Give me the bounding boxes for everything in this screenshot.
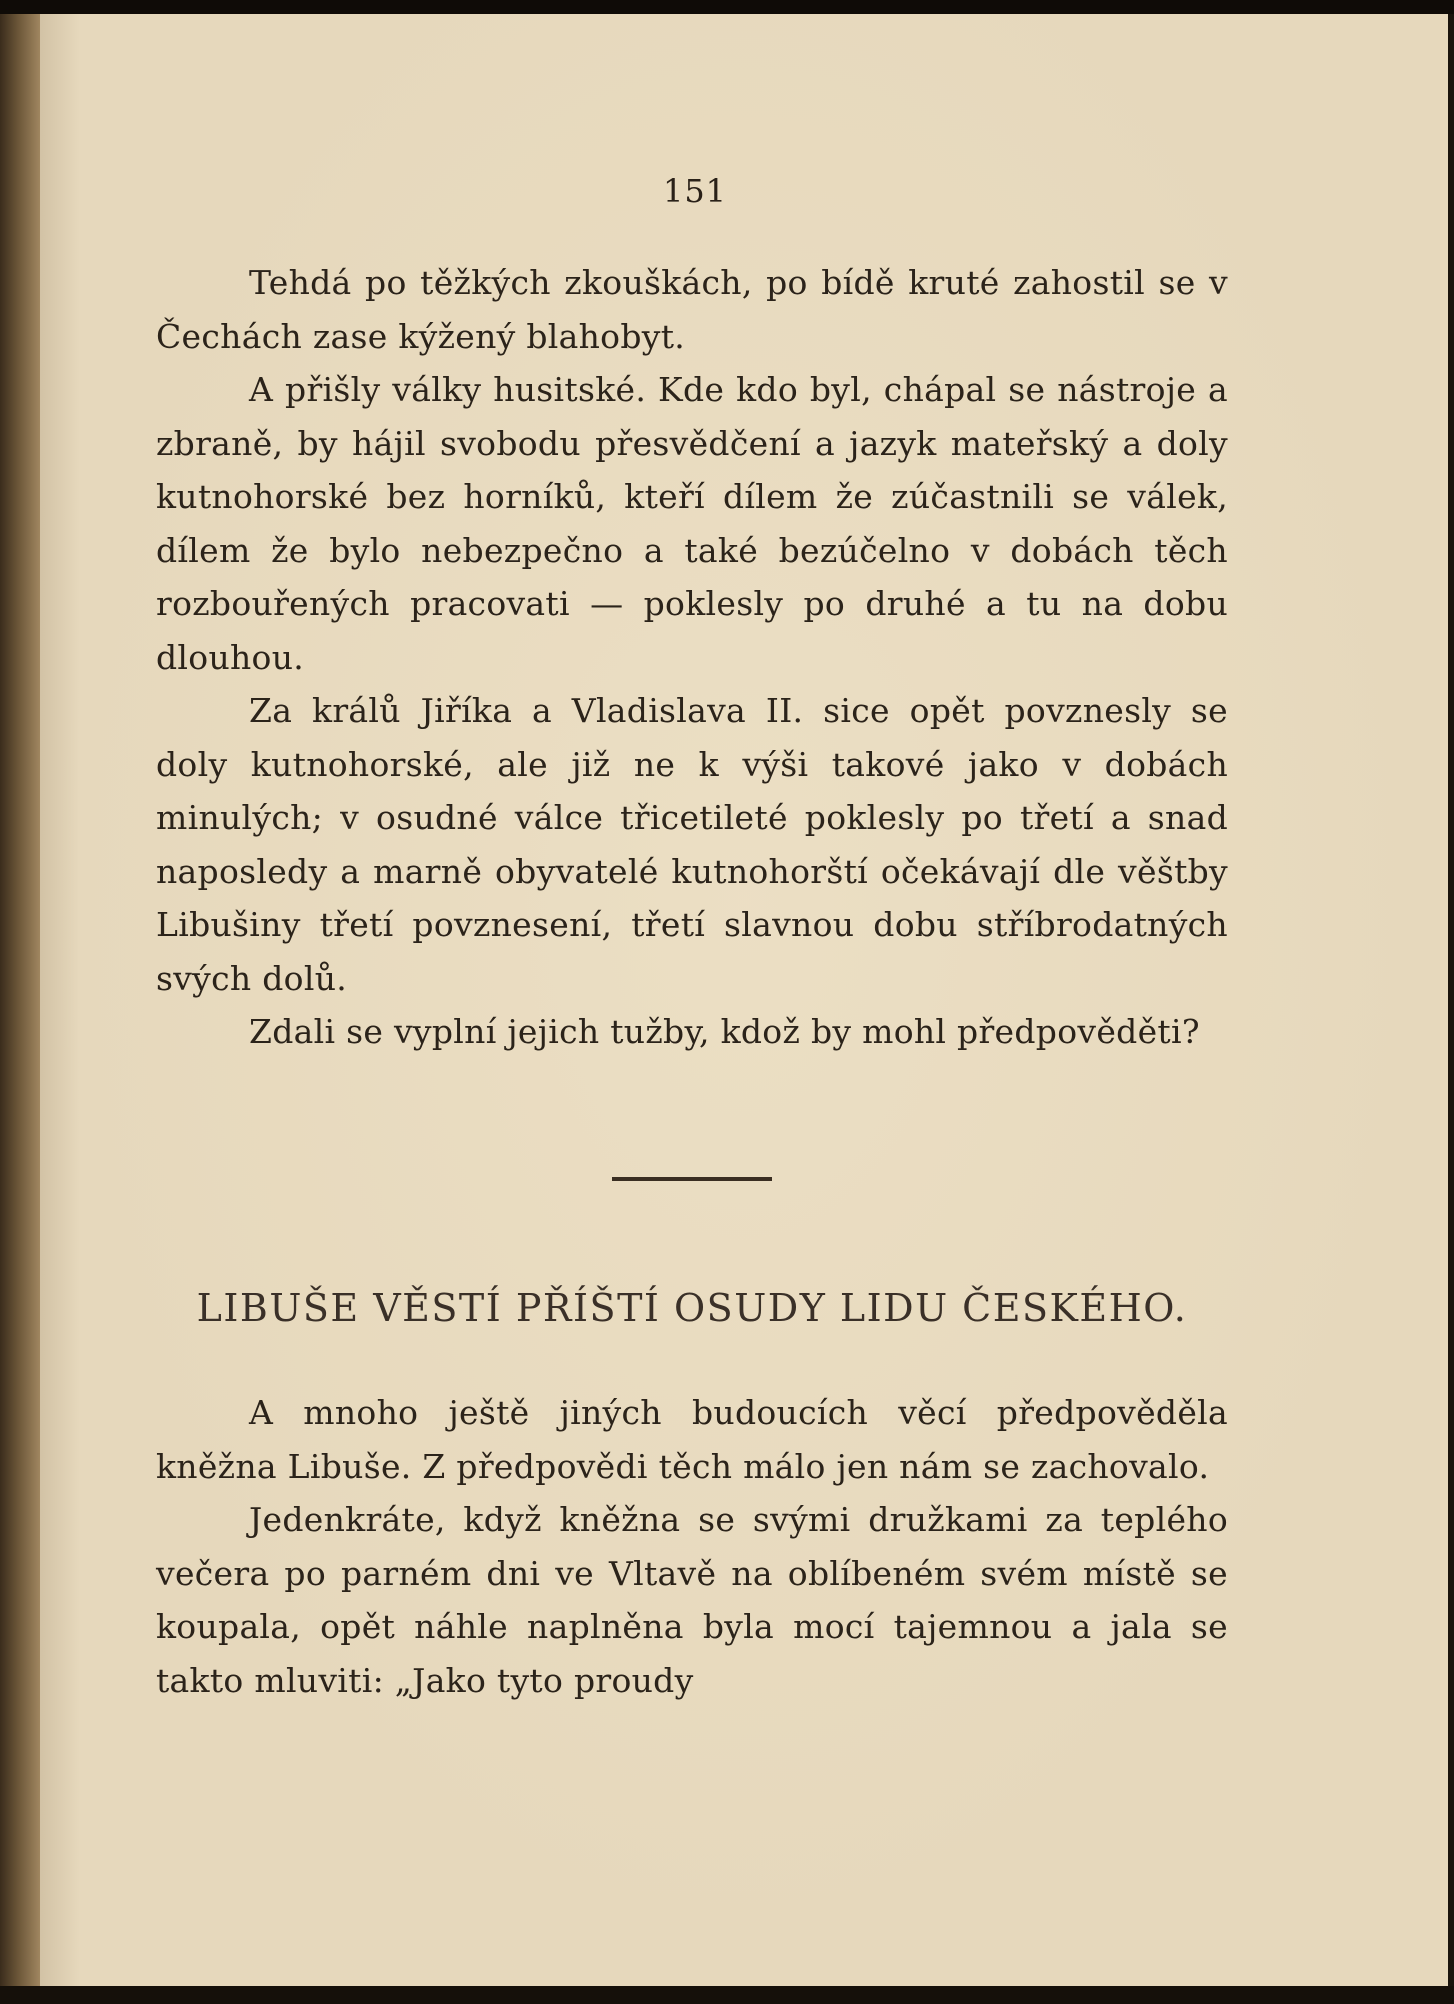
paragraph: Tehdá po těžkých zkouškách, po bídě kruté zahostil se v Čechách zase kýžený blahobyt. (156, 263, 1228, 356)
paragraph: A mnoho ještě jiných budoucích věcí předpověděla kněžna Libuše. Z předpovědi těch málo jen nám se zachovalo. (156, 1393, 1228, 1486)
paragraph: Za králů Jiříka a Vladislava II. sice opět povznesly se doly kutnohorské, ale již ne k výši takové jako v dobách minulých; v osudné válce třicetileté poklesly po třetí a snad naposledy a marně obyvatelé kutnohorští očekávají dle věštby Libušiny třetí povznesení, třetí slavnou dobu stříbrodatných svých dolů. (156, 691, 1228, 998)
paragraph: A přišly války husitské. Kde kdo byl, chápal se nástroje a zbraně, by hájil svobodu přesvědčení a jazyk mateřský a doly kutnohorské bez horníků, kteří dílem že zúčastnili se válek, dílem že bylo nebezpečno a také bezúčelno v dobách těch rozbouřených pracovati — poklesly po druhé a tu na dobu dlouhou. (156, 370, 1228, 677)
page-number: 151 (662, 172, 728, 210)
paragraph: Jedenkráte, když kněžna se svými družkami za teplého večera po parném dni ve Vltavě na oblíbeném svém místě se koupala, opět náhle naplněna byla mocí tajemnou a jala se takto mluviti: „Jako tyto proudy (156, 1500, 1228, 1700)
chapter-heading: LIBUŠE VĚSTÍ PŘÍŠTÍ OSUDY LIDU ČESKÉHO. (196, 1286, 1188, 1330)
section-divider (612, 1177, 772, 1181)
section-2-text (156, 1386, 1228, 1707)
top-edge (0, 0, 1454, 14)
section-1-text (156, 256, 1228, 1059)
book-spine (0, 14, 40, 2004)
paragraph: Zdali se vyplní jejich tužby, kdož by mohl předpověděti? (249, 1012, 1200, 1051)
bottom-edge (0, 1986, 1454, 2004)
